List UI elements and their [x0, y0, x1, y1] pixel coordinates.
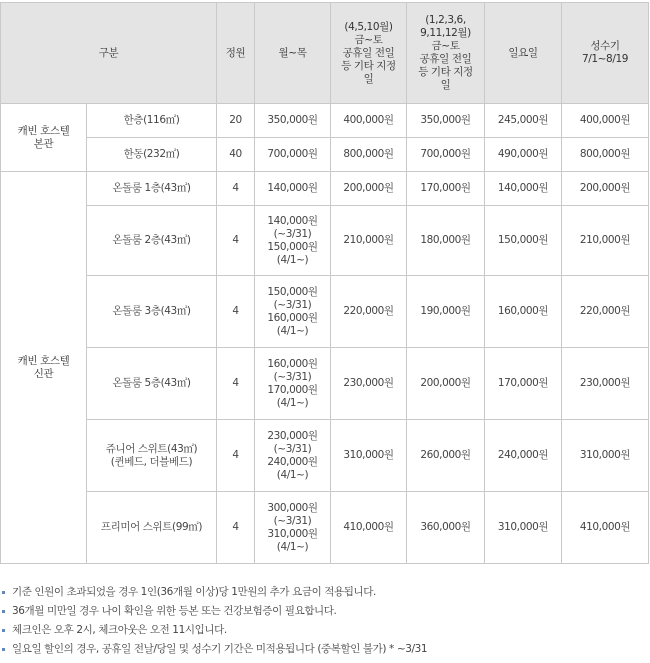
note-item — [0, 621, 640, 640]
table-row — [1, 492, 649, 564]
fri-sat-a-price-cell: 310,000원 — [331, 420, 407, 492]
header-capacity: 정원 — [217, 3, 255, 104]
peak-price-cell: 800,000원 — [562, 138, 649, 172]
room-type-cell: 온돌룸 3층(43㎡) — [87, 276, 217, 348]
fri-sat-a-price-cell: 410,000원 — [331, 492, 407, 564]
weekday-price-cell: 350,000원 — [255, 104, 331, 138]
weekday-price-cell: 150,000원 (~3/31) 160,000원 (4/1~) — [255, 276, 331, 348]
capacity-cell: 4 — [217, 420, 255, 492]
fri-sat-a-price-cell: 400,000원 — [331, 104, 407, 138]
peak-price-cell: 400,000원 — [562, 104, 649, 138]
capacity-cell: 4 — [217, 206, 255, 276]
table-row — [1, 420, 649, 492]
room-type-cell: 온돌룸 1층(43㎡) — [87, 172, 217, 206]
peak-price-cell: 410,000원 — [562, 492, 649, 564]
note-item — [0, 583, 640, 602]
table-row — [1, 172, 649, 206]
room-type-cell: 프리미어 스위트(99㎡) — [87, 492, 217, 564]
peak-price-cell: 220,000원 — [562, 276, 649, 348]
table-row — [1, 138, 649, 172]
bullet-icon — [2, 629, 5, 632]
header-sunday: 일요일 — [485, 3, 562, 104]
table-row — [1, 276, 649, 348]
bullet-icon — [2, 610, 5, 613]
sunday-price-cell: 140,000원 — [485, 172, 562, 206]
room-type-cell: 온돌룸 2층(43㎡) — [87, 206, 217, 276]
room-type-cell: 한동(232㎡) — [87, 138, 217, 172]
room-type-cell: 한층(116㎡) — [87, 104, 217, 138]
sunday-price-cell: 150,000원 — [485, 206, 562, 276]
capacity-cell: 4 — [217, 276, 255, 348]
fri-sat-b-price-cell: 350,000원 — [407, 104, 485, 138]
fri-sat-a-price-cell: 220,000원 — [331, 276, 407, 348]
note-item — [0, 602, 640, 621]
sunday-price-cell: 240,000원 — [485, 420, 562, 492]
price-table-body — [1, 104, 649, 564]
sunday-price-cell: 245,000원 — [485, 104, 562, 138]
capacity-cell: 40 — [217, 138, 255, 172]
note-text: 일요일 할인의 경우, 공휴일 전날/당일 및 성수기 기간은 미적용됩니다 (중복할인 불가) * ~3/31 — [12, 643, 428, 655]
note-text: 체크인은 오후 2시, 체크아웃은 오전 11시입니다. — [12, 624, 227, 636]
fri-sat-b-price-cell: 260,000원 — [407, 420, 485, 492]
fri-sat-a-price-cell: 800,000원 — [331, 138, 407, 172]
table-row — [1, 104, 649, 138]
header-peak: 성수기 7/1~8/19 — [562, 3, 649, 104]
note-text: 36개월 미만일 경우 나이 확인을 위한 등본 또는 건강보험증이 필요합니다. — [12, 605, 337, 617]
header-fri-sat-a: (4,5,10월) 금~토 공휴일 전일 등 기타 지정 일 — [331, 3, 407, 104]
sunday-price-cell: 160,000원 — [485, 276, 562, 348]
capacity-cell: 20 — [217, 104, 255, 138]
group-label: 캐빈 호스텔 신관 — [1, 172, 87, 564]
table-row — [1, 206, 649, 276]
weekday-price-cell: 230,000원 (~3/31) 240,000원 (4/1~) — [255, 420, 331, 492]
group-label: 캐빈 호스텔 본관 — [1, 104, 87, 172]
note-text: 기준 인원이 초과되었을 경우 1인(36개월 이상)당 1만원의 추가 요금이 적용됩니다. — [12, 586, 376, 598]
peak-price-cell: 230,000원 — [562, 348, 649, 420]
room-type-cell: 쥬니어 스위트(43㎡) (퀸베드, 더블베드) — [87, 420, 217, 492]
sunday-price-cell: 490,000원 — [485, 138, 562, 172]
fri-sat-b-price-cell: 200,000원 — [407, 348, 485, 420]
bullet-icon — [2, 648, 5, 651]
header-category: 구분 — [1, 3, 217, 104]
weekday-price-cell: 140,000원 — [255, 172, 331, 206]
price-table — [0, 2, 649, 564]
table-row — [1, 348, 649, 420]
capacity-cell: 4 — [217, 172, 255, 206]
fri-sat-b-price-cell: 170,000원 — [407, 172, 485, 206]
note-item — [0, 640, 640, 659]
notes-list — [0, 583, 640, 659]
peak-price-cell: 310,000원 — [562, 420, 649, 492]
weekday-price-cell: 300,000원 (~3/31) 310,000원 (4/1~) — [255, 492, 331, 564]
header-weekday: 월~목 — [255, 3, 331, 104]
header-fri-sat-b: (1,2,3,6, 9,11,12월) 금~토 공휴일 전일 등 기타 지정 일 — [407, 3, 485, 104]
peak-price-cell: 200,000원 — [562, 172, 649, 206]
fri-sat-a-price-cell: 210,000원 — [331, 206, 407, 276]
header-row — [1, 3, 649, 104]
fri-sat-b-price-cell: 700,000원 — [407, 138, 485, 172]
weekday-price-cell: 160,000원 (~3/31) 170,000원 (4/1~) — [255, 348, 331, 420]
fri-sat-a-price-cell: 200,000원 — [331, 172, 407, 206]
fri-sat-b-price-cell: 360,000원 — [407, 492, 485, 564]
fri-sat-b-price-cell: 180,000원 — [407, 206, 485, 276]
bullet-icon — [2, 591, 5, 594]
capacity-cell: 4 — [217, 348, 255, 420]
room-type-cell: 온돌룸 5층(43㎡) — [87, 348, 217, 420]
fri-sat-b-price-cell: 190,000원 — [407, 276, 485, 348]
weekday-price-cell: 140,000원 (~3/31) 150,000원 (4/1~) — [255, 206, 331, 276]
fri-sat-a-price-cell: 230,000원 — [331, 348, 407, 420]
sunday-price-cell: 170,000원 — [485, 348, 562, 420]
capacity-cell: 4 — [217, 492, 255, 564]
sunday-price-cell: 310,000원 — [485, 492, 562, 564]
peak-price-cell: 210,000원 — [562, 206, 649, 276]
weekday-price-cell: 700,000원 — [255, 138, 331, 172]
